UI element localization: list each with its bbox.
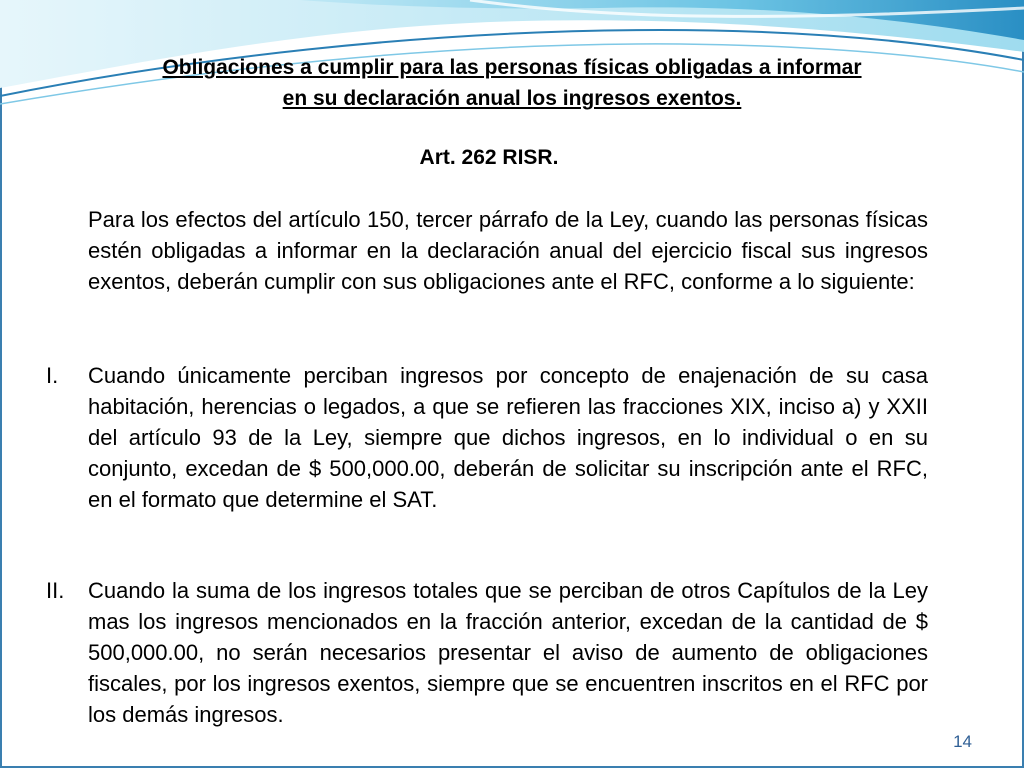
list-item-text: Cuando únicamente perciban ingresos por concepto de enajenación de su casa habitación, herencias o legados, a que se refieren las fracciones XIX, inciso a) y XXII del artículo 93 de la Ley, siempre que dichos ingresos, en lo individual o en su conjunto, excedan de $ 500,000.00, deberán de solicitar su inscripción ante el RFC, en el formato que determine el SAT. [88, 363, 928, 512]
list-item-i [46, 360, 928, 515]
list-item-number: I. [46, 363, 59, 388]
list-item-ii [46, 575, 928, 730]
title-line-1: Obligaciones a cumplir para las personas físicas obligadas a informar [162, 56, 862, 79]
list-item-number: II. [46, 578, 65, 603]
list-item-text: Cuando la suma de los ingresos totales que se perciban de otros Capítulos de la Ley mas los ingresos mencionados en la fracción anterior, excedan de la cantidad de $ 500,000.00, no serán necesarios presentar el aviso de aumento de obligaciones fiscales, por los ingresos exentos, siempre que se encuentren inscritos en el RFC por los demás ingresos. [88, 578, 928, 727]
intro-paragraph: Para los efectos del artículo 150, tercer párrafo de la Ley, cuando las personas físicas estén obligadas a informar en la declaración anual del ejercicio fiscal sus ingresos exentos, deberán cumplir con sus obligaciones ante el RFC, conforme a lo siguiente: [88, 207, 928, 294]
title-line-2: en su declaración anual los ingresos exentos. [282, 87, 742, 110]
page-number: 14 [953, 732, 972, 751]
slide-title [40, 52, 984, 114]
article-reference: Art. 262 RISR. [419, 146, 559, 169]
